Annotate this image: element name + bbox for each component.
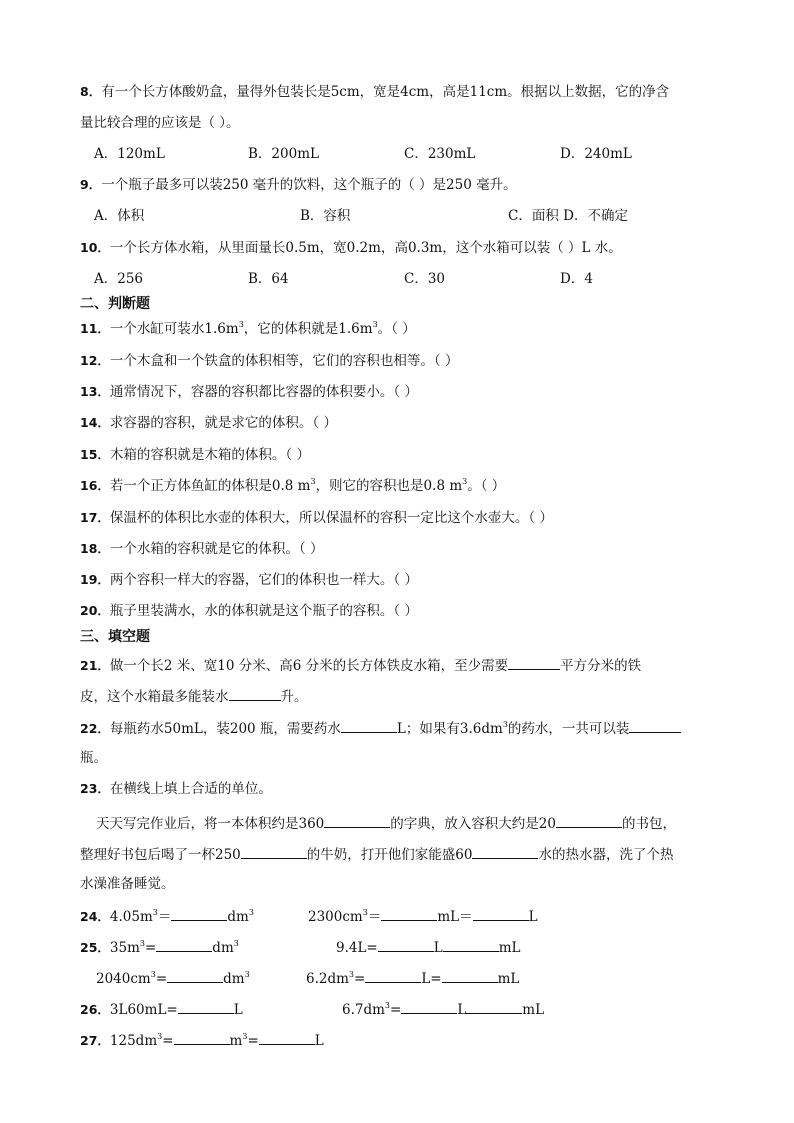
answer-blank[interactable]: [381, 906, 437, 921]
superscript: 3: [462, 477, 468, 486]
question-text: 。（ ）: [467, 478, 506, 494]
section-heading-judge: 二、判断题: [80, 296, 150, 312]
question-number: 12．: [80, 353, 110, 368]
question-text: 一个水缸可装水1.6m: [109, 321, 239, 337]
answer-blank[interactable]: [171, 906, 227, 921]
passage-text: 的书包，: [621, 816, 676, 832]
question-21: [80, 655, 641, 675]
question-21-cont: [80, 686, 308, 706]
expr: =: [354, 971, 366, 987]
option-b: B．容积: [300, 208, 351, 224]
option-d: D．4: [560, 271, 593, 287]
question-number: 18．: [80, 541, 110, 556]
expr: 125dm: [109, 1033, 158, 1049]
passage-text: 的牛奶，打开他们家能盛60: [306, 847, 473, 863]
expr: L: [233, 1002, 243, 1018]
answer-blank[interactable]: [259, 1030, 315, 1045]
superscript: 3: [248, 908, 254, 917]
question-8: [80, 83, 669, 101]
question-text: 瓶。: [80, 750, 107, 766]
question-27: [80, 1030, 324, 1050]
expr: 6.7dm: [342, 1002, 385, 1018]
superscript: 3: [242, 1032, 248, 1041]
answer-blank[interactable]: [324, 813, 390, 828]
question-text: 皮，这个水箱最多能装水: [80, 689, 229, 705]
question-12: [80, 352, 458, 370]
expr: ＝: [157, 909, 172, 925]
expr: =: [390, 1002, 402, 1018]
question-23-passage: [96, 813, 676, 833]
expr: 9.4L=: [336, 940, 378, 956]
answer-blank[interactable]: [178, 999, 234, 1014]
question-text: 求容器的容积，就是求它的体积。（ ）: [109, 415, 337, 431]
superscript: 3: [244, 970, 250, 979]
answer-blank[interactable]: [442, 968, 498, 983]
question-number: 24．: [80, 909, 110, 924]
expr: 6.2dm: [306, 971, 349, 987]
expr-group: [342, 999, 544, 1019]
answer-blank[interactable]: [473, 906, 529, 921]
question-text: 木箱的容积就是木箱的体积。（ ）: [109, 447, 310, 463]
question-text: 两个容积一样大的容器，它们的体积也一样大。（ ）: [109, 572, 418, 588]
question-20: [80, 602, 418, 620]
question-number: 25．: [80, 940, 110, 955]
superscript: 3: [150, 970, 156, 979]
superscript: 3: [233, 939, 239, 948]
question-number: 15．: [80, 447, 110, 462]
question-23-passage-end: [80, 875, 175, 893]
question-25: [80, 937, 720, 957]
answer-blank[interactable]: [229, 686, 281, 701]
superscript: 3: [384, 1001, 391, 1010]
question-text: 在横线上填上合适的单位。: [109, 781, 272, 797]
question-number: 9．: [80, 177, 102, 192]
question-number: 20．: [80, 603, 110, 618]
answer-blank[interactable]: [167, 968, 223, 983]
question-number: 14．: [80, 415, 110, 430]
expr: m: [229, 1033, 243, 1049]
question-9: [80, 176, 517, 194]
question-text: 升。: [280, 689, 308, 705]
expr: L: [528, 909, 538, 925]
question-19: [80, 571, 418, 589]
question-11: [80, 320, 416, 338]
question-text: 做一个长2 米、宽10 分米、高6 分米的长方体铁皮水箱，至少需要: [109, 658, 509, 674]
question-number: 26．: [80, 1002, 110, 1017]
question-text: 通常情况下，容器的容积都比容器的体积要小。（ ）: [109, 384, 418, 400]
question-18: [80, 540, 323, 558]
question-text: 保温杯的体积比水壶的体积大，所以保温杯的容积一定比这个水壶大。（ ）: [109, 510, 553, 526]
question-number: 22．: [80, 721, 110, 736]
question-number: 8．: [80, 84, 102, 99]
expr: =: [155, 971, 168, 987]
option-c: C．30: [404, 271, 446, 287]
question-number: 21．: [80, 658, 110, 673]
question-text: 平方分米的铁: [560, 658, 642, 674]
question-16: [80, 477, 505, 495]
question-text: 一个木盒和一个铁盒的体积相等，它们的容积也相等。（ ）: [109, 353, 459, 369]
option-c: C．面积 D．不确定: [508, 208, 628, 224]
answer-blank[interactable]: [241, 844, 307, 859]
question-22-cont: [80, 749, 107, 767]
question-text: 一个长方体水箱，从里面量长0.5m，宽0.2m，高0.3m，这个水箱可以装（ ）L 水。: [109, 240, 622, 256]
question-text: 有一个长方体酸奶盒，量得外包装长是5cm，宽是4cm，高是11cm。根据以上数据，它的净含: [101, 84, 670, 100]
question-10: [80, 239, 622, 257]
answer-blank[interactable]: [341, 718, 397, 733]
superscript: 3: [310, 477, 316, 486]
question-number: 19．: [80, 572, 110, 587]
expr-group: [306, 968, 519, 988]
question-14: [80, 414, 337, 432]
question-text: 每瓶药水50mL，装200 瓶，需要药水: [109, 721, 341, 737]
question-13: [80, 383, 418, 401]
question-text: ，则它的容积也是0.8 m: [315, 478, 463, 494]
expr: =: [144, 940, 157, 956]
question-15: [80, 446, 310, 464]
expr: dm: [223, 971, 245, 987]
expr: mL: [522, 1002, 545, 1018]
question-24: [80, 906, 720, 926]
question-23: [80, 780, 272, 798]
passage-text: 天天写完作业后，将一本体积约是360: [96, 816, 325, 832]
expr: L: [433, 940, 443, 956]
expr: =: [247, 1033, 259, 1049]
superscript: 3: [238, 320, 244, 329]
question-text: 一个瓶子最多可以装250 毫升的饮料，这个瓶子的（ ）是250 毫升。: [101, 177, 517, 193]
question-number: 13．: [80, 384, 110, 399]
expr: mL: [497, 971, 520, 987]
question-23-passage-cont: [80, 844, 673, 864]
superscript: 3: [372, 320, 378, 329]
question-text: L；如果有3.6dm: [396, 721, 503, 737]
expr: =: [162, 1033, 174, 1049]
question-text: 的药水，一共可以装: [507, 721, 630, 737]
question-number: 23．: [80, 781, 110, 796]
answer-blank[interactable]: [508, 655, 560, 670]
answer-blank[interactable]: [378, 937, 434, 952]
question-17: [80, 509, 553, 527]
answer-blank[interactable]: [556, 813, 622, 828]
question-22: [80, 718, 681, 738]
answer-blank[interactable]: [156, 937, 212, 952]
expr: L: [314, 1033, 324, 1049]
question-text: 。（ ）: [377, 321, 416, 337]
superscript: 3: [362, 908, 368, 917]
expr: 4.05m: [109, 909, 153, 925]
expr-group: [336, 937, 521, 957]
passage-text: 的字典，放入容积大约是20: [390, 816, 556, 832]
question-text: 若一个正方体鱼缸的体积是0.8 m: [109, 478, 311, 494]
expr: ＝: [367, 909, 382, 925]
question-number: 11．: [80, 321, 110, 336]
option-d: D．240mL: [560, 146, 632, 162]
answer-blank[interactable]: [466, 999, 522, 1014]
superscript: 3: [502, 720, 508, 729]
answer-blank[interactable]: [174, 1030, 230, 1045]
question-text: 一个水箱的容积就是它的体积。（ ）: [109, 541, 324, 557]
answer-blank[interactable]: [472, 844, 538, 859]
question-25-row2: [96, 968, 716, 988]
question-26: [80, 999, 720, 1019]
question-8-cont: [80, 114, 240, 132]
expr: dm: [212, 940, 234, 956]
superscript: 3: [348, 970, 355, 979]
question-number: 17．: [80, 510, 110, 525]
question-number: 10．: [80, 240, 110, 255]
passage-text: 整理好书包后喝了一杯250: [80, 847, 241, 863]
expr: L: [457, 1002, 467, 1018]
expr: 35m: [109, 940, 140, 956]
expr: 2300cm: [308, 909, 363, 925]
expr-group: [308, 906, 538, 926]
passage-text: 水澡准备睡觉。: [80, 876, 175, 892]
option-a: A．体积: [94, 208, 145, 224]
question-text: 瓶子里装满水，水的体积就是这个瓶子的容积。（ ）: [109, 603, 418, 619]
option-b: B．200mL: [248, 146, 319, 162]
section-heading-fill: 三、填空题: [80, 629, 150, 645]
option-a: A．256: [94, 271, 144, 287]
question-number: 16．: [80, 478, 110, 493]
question-text: ，它的体积就是1.6m: [243, 321, 373, 337]
answer-blank[interactable]: [443, 937, 499, 952]
expr: mL＝: [437, 909, 473, 925]
superscript: 3: [139, 939, 145, 948]
passage-text: 水的热水器，洗了个热: [538, 847, 674, 863]
option-a: A．120mL: [94, 146, 165, 162]
expr: L=: [421, 971, 442, 987]
expr: 2040cm: [96, 971, 151, 987]
answer-blank[interactable]: [629, 718, 681, 733]
option-b: B．64: [248, 271, 289, 287]
question-number: 27．: [80, 1033, 110, 1048]
answer-blank[interactable]: [365, 968, 421, 983]
expr: 3L60mL=: [109, 1002, 178, 1018]
option-c: C．230mL: [404, 146, 476, 162]
superscript: 3: [152, 908, 158, 917]
expr: dm: [227, 909, 249, 925]
answer-blank[interactable]: [401, 999, 457, 1014]
superscript: 3: [157, 1032, 163, 1041]
question-text: 量比较合理的应该是（ ）。: [80, 115, 240, 131]
expr: mL: [498, 940, 521, 956]
